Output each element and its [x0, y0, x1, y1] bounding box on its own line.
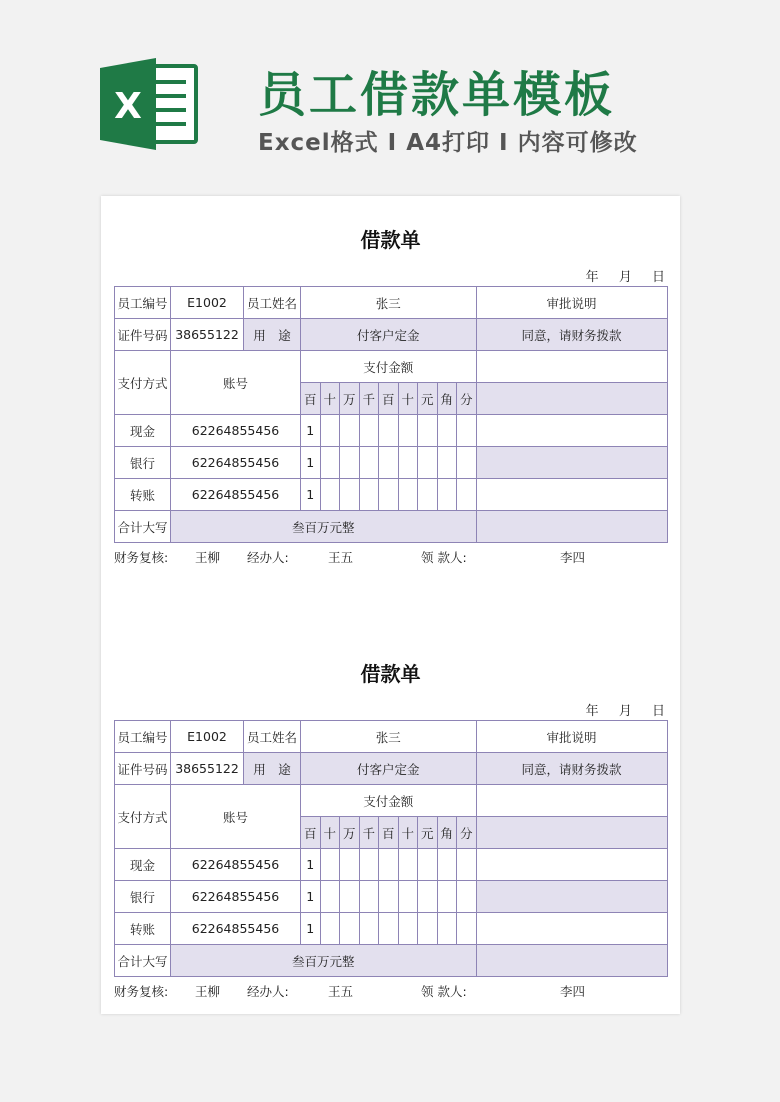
amount-digit-cell[interactable] [359, 913, 379, 945]
emp-name-value[interactable]: 张三 [301, 721, 477, 753]
amount-digit-cell[interactable] [398, 479, 418, 511]
payment-method: 转账 [115, 479, 171, 511]
table-row [115, 447, 668, 479]
amount-digit-cell[interactable] [320, 415, 340, 447]
handler-label: 经办人: [247, 984, 289, 999]
page-header [0, 0, 780, 190]
amount-digit-cell[interactable] [418, 881, 438, 913]
digit-header: 角 [437, 817, 457, 849]
amount-digit-cell[interactable] [398, 913, 418, 945]
purpose-value[interactable]: 付客户定金 [301, 319, 477, 351]
digit-header: 元 [418, 383, 438, 415]
review-label: 财务复核: [114, 984, 169, 999]
amount-digit-cell[interactable] [418, 415, 438, 447]
table-row [115, 721, 668, 753]
amount-digit-cell[interactable] [359, 881, 379, 913]
amount-digit-cell[interactable] [320, 849, 340, 881]
blank-cell[interactable] [476, 849, 667, 881]
amount-digit-cell[interactable] [379, 415, 399, 447]
payment-account[interactable]: 62264855456 [171, 849, 301, 881]
amount-digit-cell[interactable] [340, 447, 360, 479]
month-label: 月 [618, 270, 633, 285]
amount-digit-cell[interactable] [340, 881, 360, 913]
approval-text[interactable]: 同意，请财务拨款 [476, 319, 667, 351]
amount-digit-cell[interactable] [418, 479, 438, 511]
amount-digit-cell[interactable] [320, 447, 340, 479]
amount-digit[interactable]: 1 [301, 849, 321, 881]
handler-name[interactable]: 王五 [328, 550, 354, 565]
amount-digit-cell[interactable] [457, 447, 477, 479]
digit-header: 万 [340, 383, 360, 415]
table-row [115, 881, 668, 913]
id-label: 证件号码 [115, 319, 171, 351]
blank-cell[interactable] [476, 383, 667, 415]
amount-digit-cell[interactable] [437, 881, 457, 913]
total-value[interactable]: 叁百万元整 [171, 945, 477, 977]
amount-digit-cell[interactable] [379, 849, 399, 881]
approval-label: 审批说明 [476, 287, 667, 319]
emp-no-label: 员工编号 [115, 287, 171, 319]
table-row [115, 479, 668, 511]
digit-header: 分 [457, 383, 477, 415]
review-name[interactable]: 王柳 [195, 550, 221, 565]
amount-digit-cell[interactable] [359, 479, 379, 511]
amount-digit[interactable]: 1 [301, 415, 321, 447]
payment-method: 转账 [115, 913, 171, 945]
emp-no-value[interactable]: E1002 [171, 721, 244, 753]
review-label: 财务复核: [114, 550, 169, 565]
document-page [101, 196, 680, 1014]
blank-cell[interactable] [476, 913, 667, 945]
digit-header: 百 [379, 817, 399, 849]
account-label: 账号 [171, 351, 301, 415]
form-title: 借款单 [360, 228, 421, 252]
amount-digit-cell[interactable] [320, 479, 340, 511]
amount-digit[interactable]: 1 [301, 913, 321, 945]
amount-digit-cell[interactable] [359, 849, 379, 881]
digit-header: 万 [340, 817, 360, 849]
loan-form [101, 196, 680, 596]
amount-digit-cell[interactable] [379, 881, 399, 913]
digit-header: 十 [398, 383, 418, 415]
amount-digit-cell[interactable] [418, 447, 438, 479]
blank-cell[interactable] [476, 479, 667, 511]
table-row [115, 753, 668, 785]
amount-digit-cell[interactable] [457, 415, 477, 447]
amount-digit-cell[interactable] [437, 447, 457, 479]
day-label: 日 [651, 704, 666, 719]
receiver-label: 领 款人: [421, 550, 467, 565]
form-title: 借款单 [360, 662, 421, 686]
template-subtitle: Excel格式 I A4打印 I 内容可修改 [258, 130, 638, 156]
id-label: 证件号码 [115, 753, 171, 785]
table-row [115, 849, 668, 881]
emp-no-label: 员工编号 [115, 721, 171, 753]
handler-name[interactable]: 王五 [328, 984, 354, 999]
amount-digit-cell[interactable] [379, 447, 399, 479]
amount-digit-cell[interactable] [340, 849, 360, 881]
digit-header: 角 [437, 383, 457, 415]
table-row [115, 287, 668, 319]
amount-digit[interactable]: 1 [301, 479, 321, 511]
amount-digit-cell[interactable] [320, 881, 340, 913]
digit-header: 千 [359, 817, 379, 849]
purpose-label: 用 途 [244, 753, 301, 785]
payment-account[interactable]: 62264855456 [171, 881, 301, 913]
blank-cell[interactable] [476, 511, 667, 543]
excel-icon [100, 56, 200, 152]
day-label: 日 [651, 270, 666, 285]
id-value[interactable]: 38655122 [171, 753, 244, 785]
amount-digit-cell[interactable] [457, 849, 477, 881]
handler-label: 经办人: [247, 550, 289, 565]
blank-cell[interactable] [476, 785, 667, 817]
digit-header: 百 [379, 383, 399, 415]
amount-digit-cell[interactable] [398, 415, 418, 447]
loan-table [114, 720, 668, 977]
payment-method: 银行 [115, 447, 171, 479]
amount-digit-cell[interactable] [437, 479, 457, 511]
amount-digit-cell[interactable] [457, 881, 477, 913]
amount-digit-cell[interactable] [379, 913, 399, 945]
total-label: 合计大写 [115, 511, 171, 543]
digit-header: 分 [457, 817, 477, 849]
amount-digit-cell[interactable] [437, 913, 457, 945]
table-row [115, 511, 668, 543]
table-row [115, 945, 668, 977]
total-value[interactable]: 叁百万元整 [171, 511, 477, 543]
amount-digit-cell[interactable] [340, 479, 360, 511]
amount-digit-cell[interactable] [359, 447, 379, 479]
approval-text[interactable]: 同意，请财务拨款 [476, 753, 667, 785]
blank-cell[interactable] [476, 945, 667, 977]
blank-cell[interactable] [476, 817, 667, 849]
date-line [572, 266, 666, 285]
month-label: 月 [618, 704, 633, 719]
year-label: 年 [585, 270, 600, 285]
amount-digit-cell[interactable] [457, 913, 477, 945]
loan-form [101, 630, 680, 1030]
amount-digit-cell[interactable] [457, 479, 477, 511]
amount-digit-cell[interactable] [359, 415, 379, 447]
pay-method-label: 支付方式 [115, 785, 171, 849]
amount-digit-cell[interactable] [379, 479, 399, 511]
payment-account[interactable]: 62264855456 [171, 479, 301, 511]
digit-header: 十 [320, 383, 340, 415]
template-title: 员工借款单模板 [258, 67, 616, 123]
payment-account[interactable]: 62264855456 [171, 913, 301, 945]
blank-cell[interactable] [476, 447, 667, 479]
signature-row [114, 982, 667, 1000]
amount-digit-cell[interactable] [437, 415, 457, 447]
amount-digit[interactable]: 1 [301, 881, 321, 913]
receiver-label: 领 款人: [421, 984, 467, 999]
year-label: 年 [585, 704, 600, 719]
digit-header: 百 [301, 817, 321, 849]
payment-account[interactable]: 62264855456 [171, 415, 301, 447]
total-label: 合计大写 [115, 945, 171, 977]
payment-method: 现金 [115, 849, 171, 881]
id-value[interactable]: 38655122 [171, 319, 244, 351]
svg-text:X: X [114, 86, 142, 127]
amount-digit-cell[interactable] [320, 913, 340, 945]
table-row [115, 913, 668, 945]
payment-method: 现金 [115, 415, 171, 447]
pay-method-label: 支付方式 [115, 351, 171, 415]
date-line [572, 700, 666, 719]
payment-account[interactable]: 62264855456 [171, 447, 301, 479]
approval-label: 审批说明 [476, 721, 667, 753]
amount-digit-cell[interactable] [398, 881, 418, 913]
table-row [115, 785, 668, 817]
emp-name-label: 员工姓名 [244, 721, 301, 753]
purpose-value[interactable]: 付客户定金 [301, 753, 477, 785]
amount-digit[interactable]: 1 [301, 447, 321, 479]
amount-digit-cell[interactable] [418, 849, 438, 881]
receiver-name[interactable]: 李四 [560, 984, 586, 999]
table-row [115, 415, 668, 447]
emp-no-value[interactable]: E1002 [171, 287, 244, 319]
blank-cell[interactable] [476, 415, 667, 447]
blank-cell[interactable] [476, 881, 667, 913]
account-label: 账号 [171, 785, 301, 849]
receiver-name[interactable]: 李四 [560, 550, 586, 565]
blank-cell[interactable] [476, 351, 667, 383]
amount-label: 支付金额 [301, 351, 477, 383]
signature-row [114, 548, 667, 566]
loan-table [114, 286, 668, 543]
emp-name-value[interactable]: 张三 [301, 287, 477, 319]
digit-header: 百 [301, 383, 321, 415]
amount-digit-cell[interactable] [340, 913, 360, 945]
digit-header: 十 [320, 817, 340, 849]
digit-header: 元 [418, 817, 438, 849]
amount-label: 支付金额 [301, 785, 477, 817]
amount-digit-cell[interactable] [437, 849, 457, 881]
amount-digit-cell[interactable] [340, 415, 360, 447]
amount-digit-cell[interactable] [398, 447, 418, 479]
table-row [115, 351, 668, 383]
purpose-label: 用 途 [244, 319, 301, 351]
digit-header: 千 [359, 383, 379, 415]
table-row [115, 319, 668, 351]
payment-method: 银行 [115, 881, 171, 913]
emp-name-label: 员工姓名 [244, 287, 301, 319]
review-name[interactable]: 王柳 [195, 984, 221, 999]
amount-digit-cell[interactable] [418, 913, 438, 945]
digit-header: 十 [398, 817, 418, 849]
amount-digit-cell[interactable] [398, 849, 418, 881]
